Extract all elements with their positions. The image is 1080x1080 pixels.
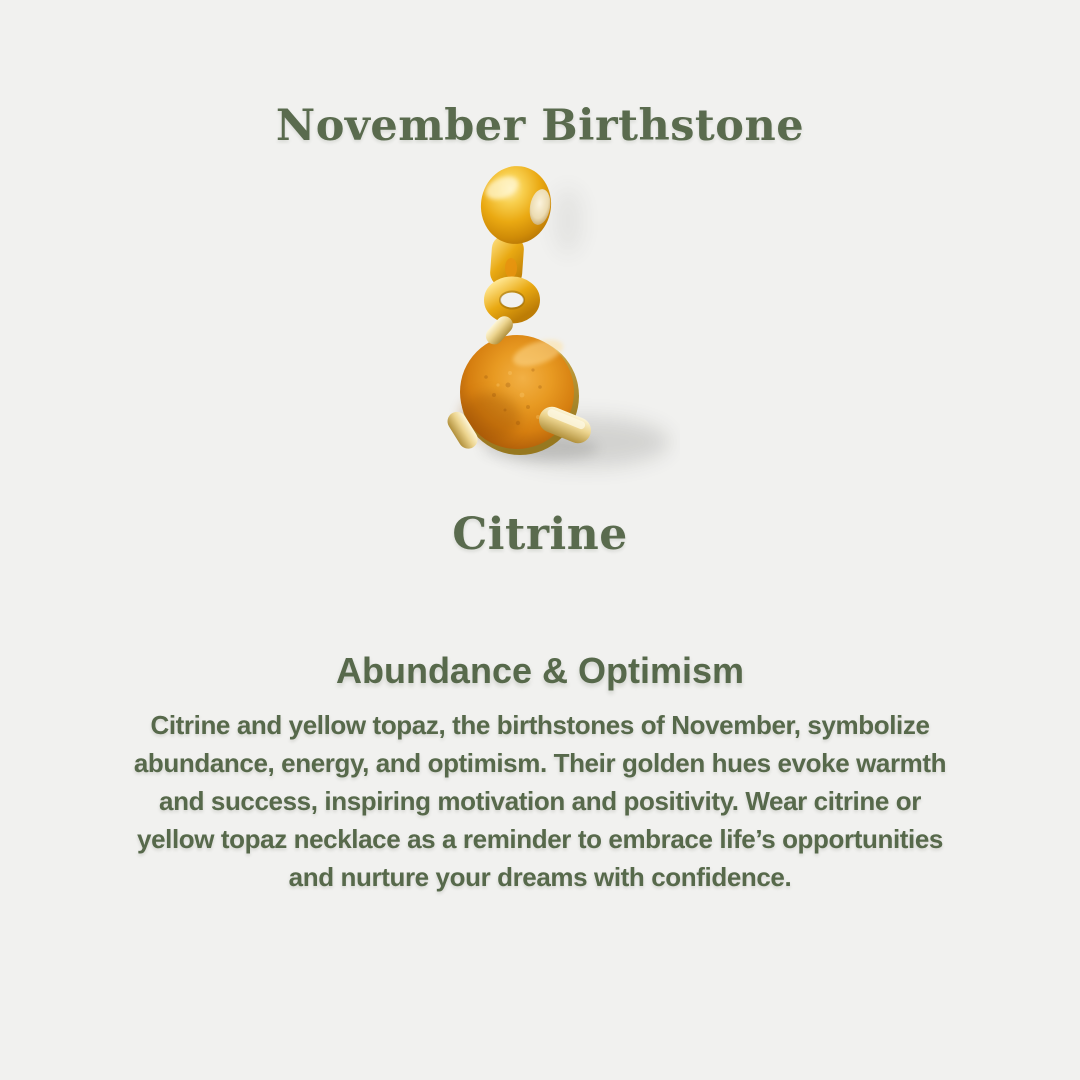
citrine-charm-illustration	[390, 155, 680, 485]
meaning-line: yellow topaz necklace as a reminder to embrace life’s opportunities	[137, 824, 943, 854]
gold-bead	[476, 162, 556, 249]
stone-name: Citrine	[452, 509, 628, 560]
meaning-line: and success, inspiring motivation and positivity. Wear citrine or	[159, 786, 921, 816]
meaning-paragraph	[60, 706, 1020, 896]
meaning-line: Citrine and yellow topaz, the birthstones of November, symbolize	[150, 710, 930, 740]
meaning-line: and nurture your dreams with confidence.	[288, 862, 792, 892]
jump-ring	[492, 285, 532, 316]
bead-side-shadow	[553, 187, 583, 255]
meaning-heading: Abundance & Optimism	[335, 650, 745, 691]
page-title: November Birthstone	[275, 101, 805, 151]
meaning-line: abundance, energy, and optimism. Their golden hues evoke warmth	[133, 748, 947, 778]
charm-image	[390, 155, 680, 485]
